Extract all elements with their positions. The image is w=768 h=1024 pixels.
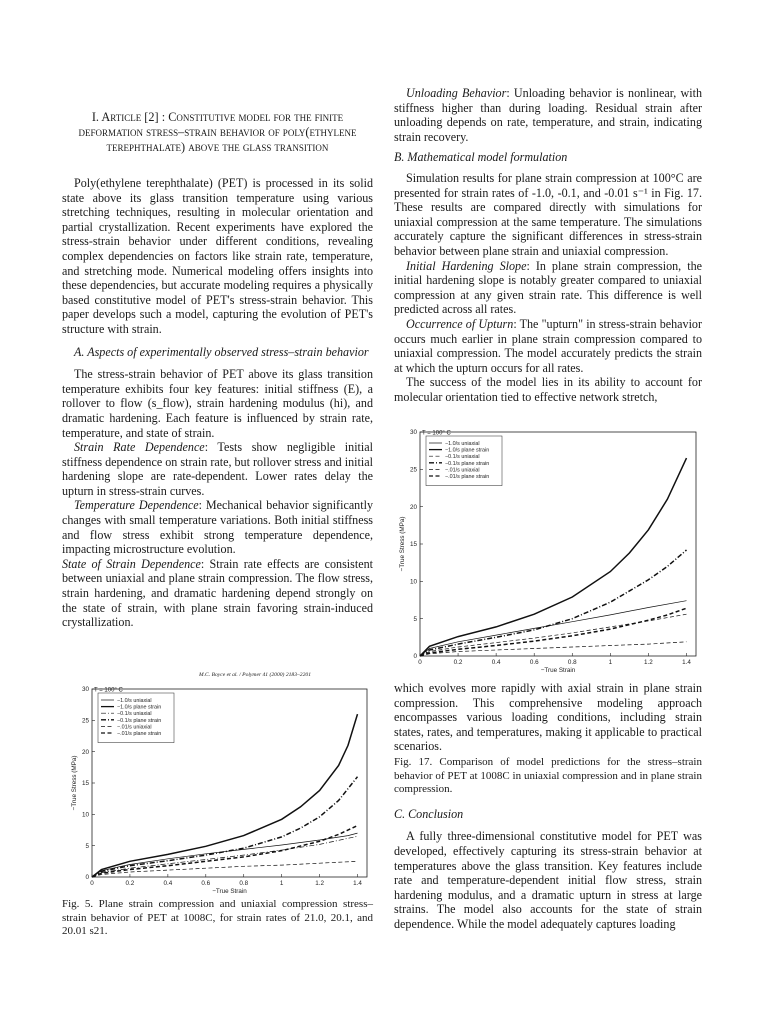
section-c-heading: C. Conclusion (394, 806, 464, 821)
fig5-legend-title: T = 100° C (94, 687, 123, 694)
fig5-xtick-label: 0.6 (201, 880, 211, 887)
fig17-ytick-label: 0 (413, 653, 417, 661)
fig17-xtick-label: 0.8 (567, 659, 577, 666)
fig17-ytick-label: 15 (409, 541, 417, 549)
fig17-ytick-label: 20 (409, 503, 417, 511)
section-a-paragraph: The stress-strain behavior of PET above its glass transition temperature exhibits four key features: initial stiffness (E), a rollover to flow (s_flow), strain hardening modulus (hi), and dramatic hardening. Each feature is influenced by strain rate, temperature, and state of strain. (62, 367, 373, 440)
fig5-ytick-label: 30 (81, 686, 89, 694)
fig5-xtick-label: 1.2 (315, 880, 324, 887)
fig17-xtick-label: 0.6 (529, 659, 539, 666)
strain-rate-paragraph (62, 440, 373, 498)
fig5-xtick-label: 1.4 (353, 880, 362, 887)
right-column-top (394, 86, 702, 404)
fig17-xtick-label: 0.4 (491, 659, 501, 666)
right-column-bottom (394, 681, 702, 932)
fig5-legend-label: −.01/s uniaxial (117, 724, 152, 731)
section-b-heading: B. Mathematical model formulation (394, 150, 568, 165)
fig17-ytick-label: 30 (409, 429, 417, 437)
fig5-ytick-label: 5 (85, 842, 89, 850)
fig17-xtick-label: 1 (608, 659, 613, 666)
fig5-xtick-label: 0.4 (163, 880, 173, 887)
fig17-ytick-label: 5 (413, 615, 417, 623)
fig17-xtick-label: 0.2 (453, 659, 463, 666)
conclusion-paragraph: A fully three-dimensional constitutive model for PET was developed, effectively capturing its stress-strain behavior at temperatures above the glass transition. Key features include rate and temperature-dependent initial flow stress, strain hardening modulus, and a dramatic upturn in stress at large strains. The model also accounts for the state of strain dependence. While the model adequately captures loading (394, 829, 702, 931)
unloading-text: : Unloading behavior is nonlinear, with stiffness higher than during loading. Residual strain after unloading depends on rate, temperature, and strain, indicating strain recovery. (394, 86, 703, 144)
strain-rate-label: Strain Rate Dependence (74, 440, 205, 455)
fig17-legend-title: T = 100° C (422, 430, 451, 437)
strain-rate-text: : Tests show negligible initial stiffness dependence on strain rate, but rollover stress and initial hardening slope are rate-dependent. Lower rates delay the upturn in stress-strain curves. (62, 440, 373, 498)
fig5-chart (62, 683, 373, 895)
fig17-xlabel: −True Strain (540, 667, 576, 674)
fig5-legend-label: −.01/s plane strain (117, 731, 162, 737)
fig17-xtick-label: 1.4 (682, 659, 691, 666)
unloading-paragraph (394, 86, 702, 144)
fig5-xtick-label: 1 (279, 880, 284, 887)
fig5-xtick-label: 0.8 (239, 880, 249, 887)
unloading-label: Unloading Behavior (406, 86, 507, 100)
fig5-xtick-label: 0 (90, 880, 94, 887)
fig17-ytick-label: 10 (409, 578, 417, 586)
upturn-paragraph (394, 317, 702, 375)
initial-hardening-text: : In plane strain compression, the initial hardening slope is notably greater compared to uniaxial compression at any given strain rate. This difference is well predicted across all rates. (394, 258, 702, 317)
model-success-paragraph: The success of the model lies in its ability to account for molecular orientation tied to effective network stretch, (394, 375, 702, 404)
fig5-ytick-label: 20 (81, 748, 89, 756)
article-title: I. Article [2] : Constitutive model for the finite deformation stress–strain behavior of poly(ethylene terephthalate) above the glass transition (78, 110, 357, 155)
fig5-ytick-label: 25 (81, 717, 89, 725)
upturn-text: : The "upturn" in stress-strain behavior occurs much earlier in plane strain compression compared to uniaxial compression. The model accurately predicts the strain at which the upturn occurs for all rates. (394, 316, 703, 375)
upturn-label: Occurrence of Upturn (406, 316, 514, 331)
state-of-strain-paragraph (62, 557, 373, 630)
fig17-legend-label: −1.0/s uniaxial (445, 441, 480, 447)
fig5-xlabel: −True Strain (212, 888, 247, 895)
fig17-series-line (420, 458, 687, 656)
left-column (62, 176, 373, 630)
fig17-xtick-label: 0 (418, 659, 422, 666)
temperature-text: : Mechanical behavior significantly changes with small temperature variations. Both initial stiffness and flow stress exhibit strong temperature dependence, impacting microstructure evolution. (62, 498, 373, 557)
fig17-legend-label: −.01/s plane strain (445, 474, 490, 480)
fig17-xtick-label: 1.2 (644, 659, 653, 666)
section-a-heading: A. Aspects of experimentally observed stress–strain behavior (74, 344, 369, 359)
model-success-continued: which evolves more rapidly with axial strain in plane strain compression. This comprehensive modeling approach encompasses various loading conditions, including strain states, rates, and temperatures, making it applicable to practical scenarios. (394, 681, 702, 754)
fig5-ytick-label: 0 (85, 874, 89, 882)
initial-hardening-paragraph (394, 259, 702, 317)
intro-paragraph: Poly(ethylene terephthalate) (PET) is processed in its solid state above its glass transition temperature using various stretching techniques, resulting in molecular orientation and partial crystallization. Recent experiments have explored the stress-strain behavior under different conditions, revealing complex dependencies on factors like strain rate, temperature, and stretching mode. Numerical modeling offers insights into these dependencies, but accurate modeling requires a physically based constitutive model of PET's stress-strain behavior. This paper develops such a model, capturing the evolution of PET's structure with strain. (62, 176, 373, 336)
temperature-label: Temperature Dependence (74, 498, 199, 513)
fig5-ylabel: −True Stress (MPa) (71, 755, 78, 811)
fig5-legend-label: −0.1/s plane strain (117, 717, 162, 724)
fig17-legend-label: −0.1/s plane strain (445, 460, 490, 467)
fig5-legend-label: −1.0/s plane strain (117, 704, 162, 711)
fig17-series-line (420, 608, 687, 656)
fig5-xtick-label: 0.2 (125, 880, 135, 887)
initial-hardening-label: Initial Hardening Slope (406, 258, 527, 273)
fig5-caption: Fig. 5. Plane strain compression and uniaxial compression stress–strain behavior of PET at 1008C, for strain rates of 21.0, 20.1, and 20.01 s21. (62, 898, 373, 938)
fig5-ytick-label: 10 (81, 811, 89, 819)
fig17-legend-label: −.01/s uniaxial (445, 467, 480, 474)
temperature-paragraph (62, 498, 373, 556)
fig17-ytick-label: 25 (409, 466, 417, 474)
fig17-ylabel: −True Stress (MPa) (399, 516, 406, 572)
fig17-legend-label: −0.1/s uniaxial (445, 454, 480, 461)
fig17-caption: Fig. 17. Comparison of model predictions for the stress–strain behavior of PET at 1008C in uniaxial compression and in plane strain compression. (394, 755, 702, 796)
fig5-legend-label: −1.0/s uniaxial (117, 698, 152, 704)
journal-header: M.C. Boyce et al. / Polymer 41 (2000) 2183–2201 (198, 672, 311, 678)
fig17-series-line (420, 550, 687, 656)
state-of-strain-label: State of Strain Dependence (62, 556, 201, 571)
fig17-chart (394, 426, 702, 680)
fig17-legend-label: −1.0/s plane strain (445, 447, 490, 454)
fig5-legend-label: −0.1/s uniaxial (117, 711, 152, 718)
fig5-series-line (92, 833, 358, 877)
fig5-ytick-label: 15 (81, 780, 89, 788)
section-b-paragraph: Simulation results for plane strain compression at 100°C are presented for strain rates of -1.0, -0.1, and -0.01 s⁻¹ in Fig. 17. These results are compared directly with simulations for uniaxial compression at the same temperature. The simulations accurately capture the significant differences in stress-strain behavior between plane strain and uniaxial compression. (394, 170, 702, 258)
state-of-strain-text: : Strain rate effects are consistent between uniaxial and plane strain compression. The flow stress, strain hardening, and dramatic hardening depend strongly on the state of strain, with plane strain favoring strain-induced crystallization. (62, 556, 373, 630)
